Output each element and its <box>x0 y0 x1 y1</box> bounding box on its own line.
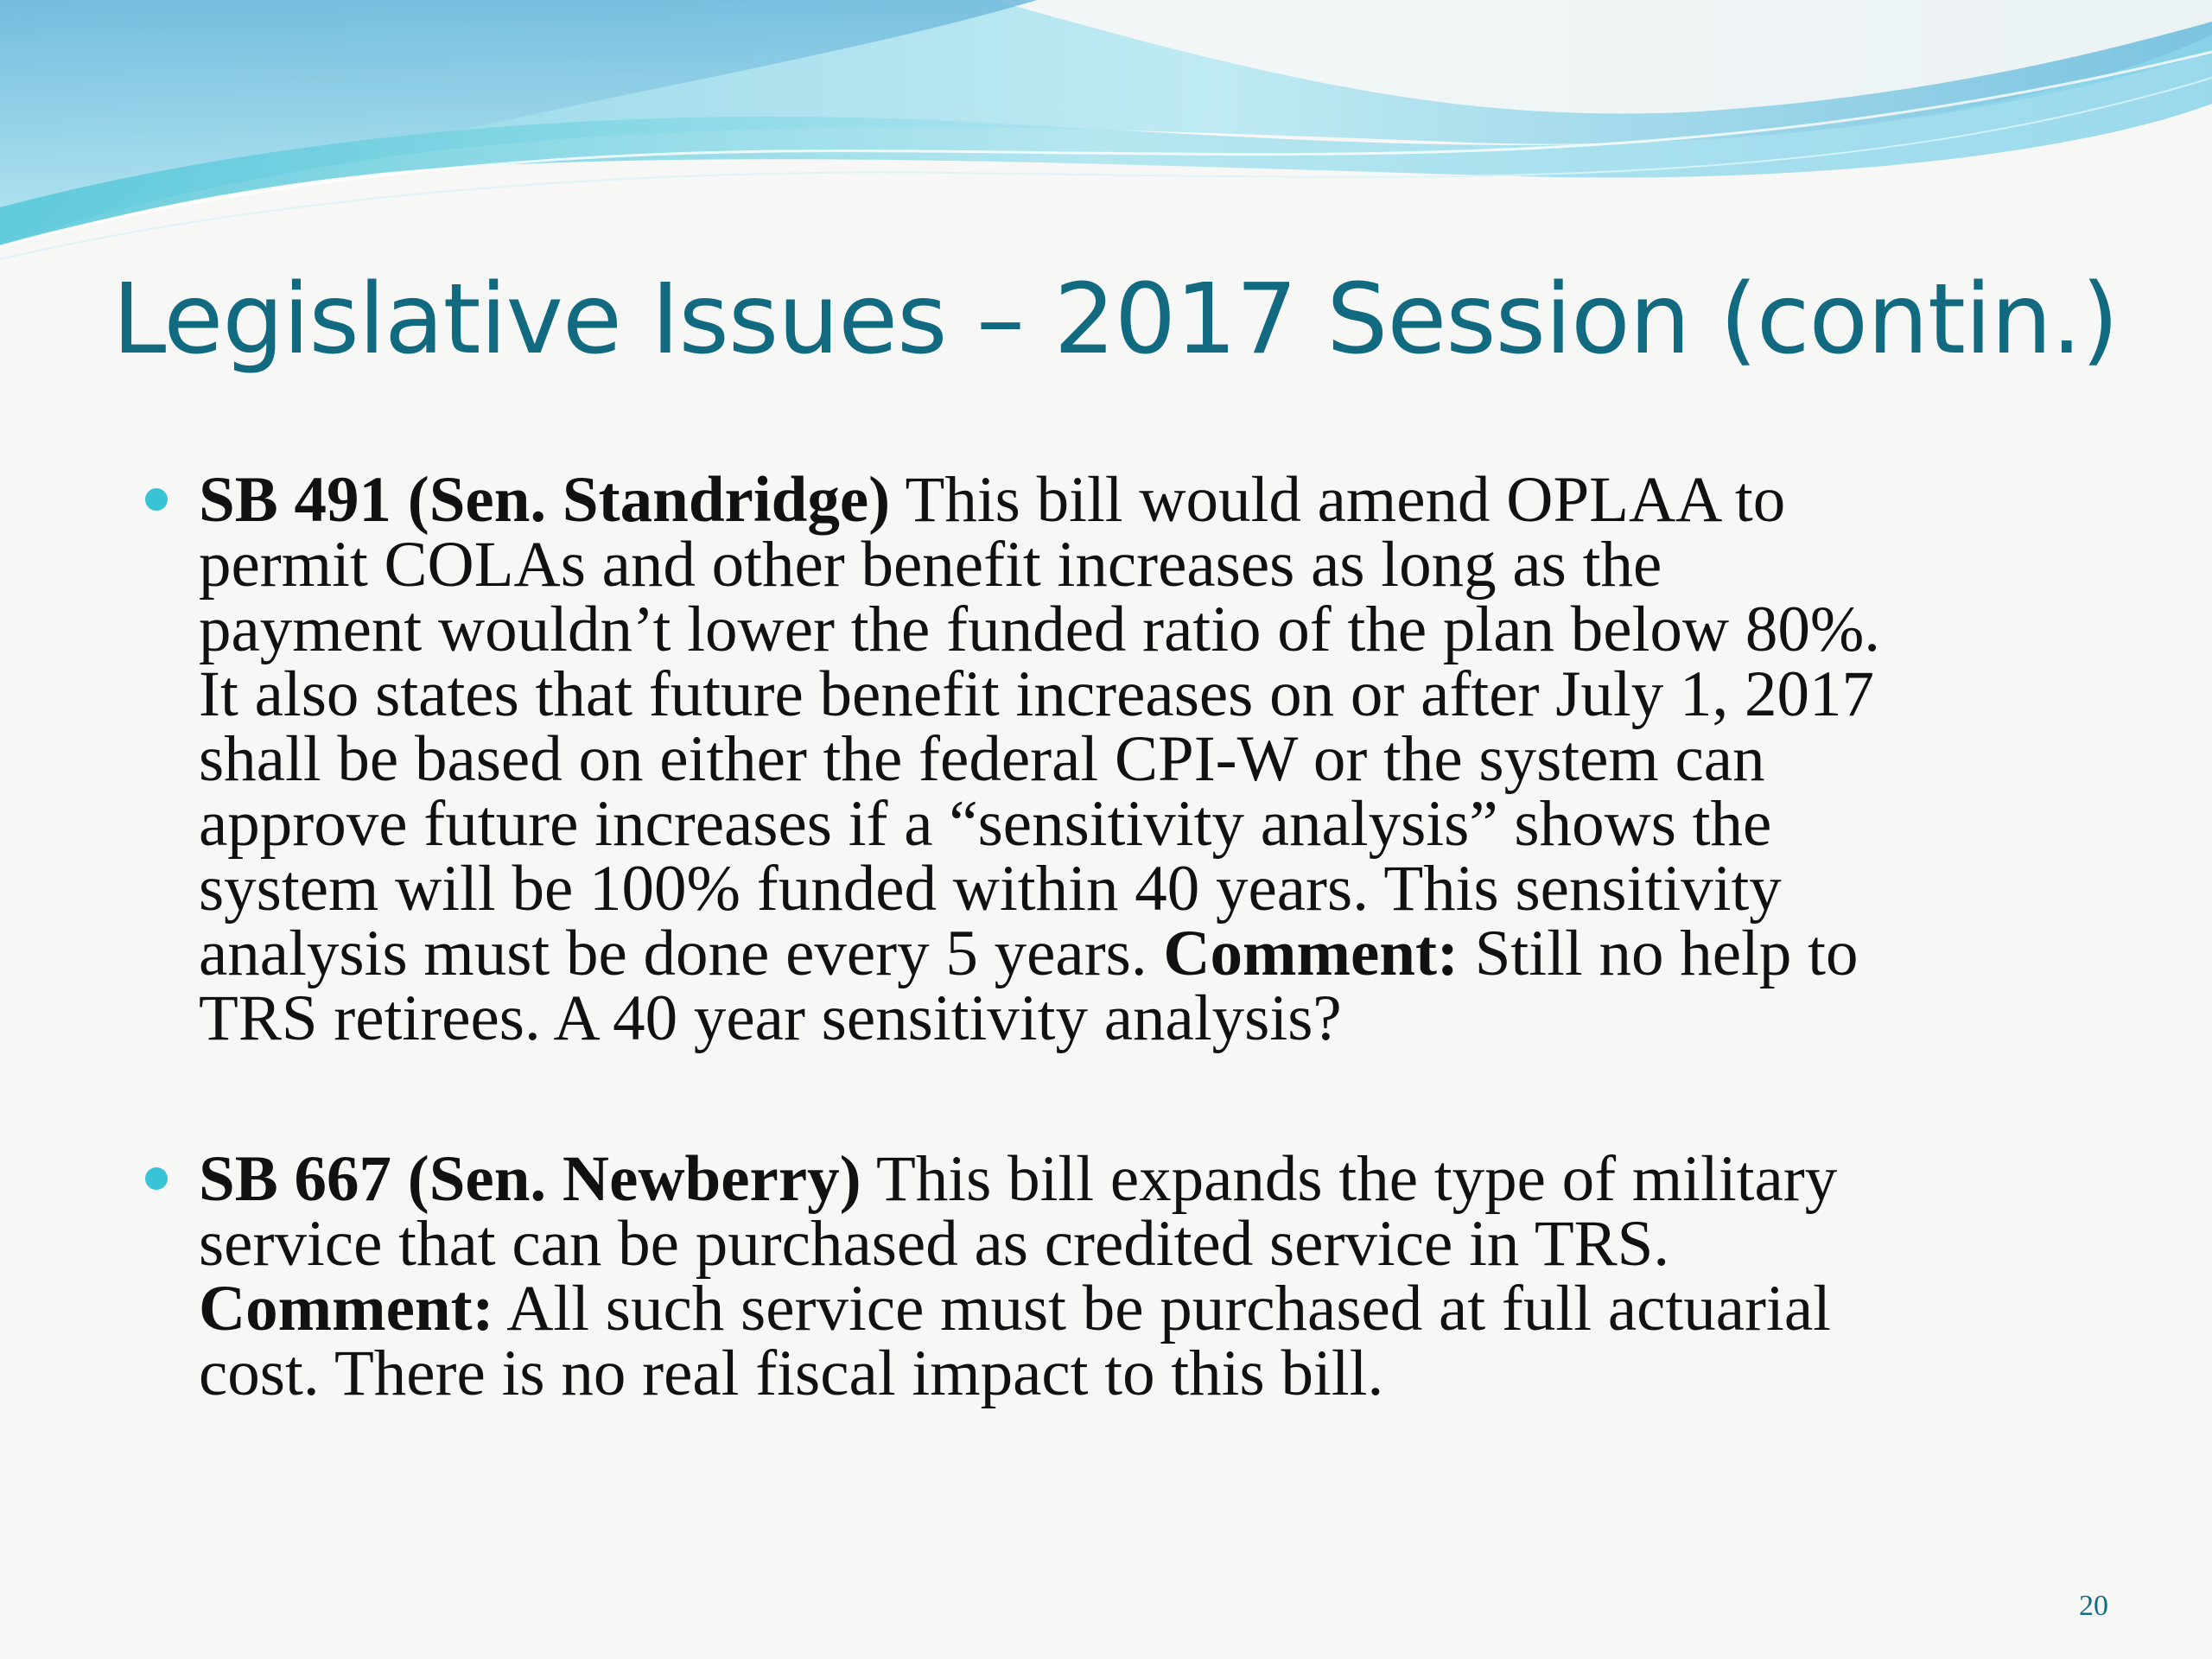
text-line: cost. There is no real fiscal impact to this bill. <box>199 1338 1384 1409</box>
bullet-dot-icon <box>145 488 168 511</box>
text-line: analysis must be done every 5 years. Comment: Still no help to <box>199 918 1859 989</box>
text-line: approve future increases if a “sensitivity analysis” shows the <box>199 788 1772 860</box>
slide-title: Legislative Issues – 2017 Session (contin.) <box>112 264 2119 376</box>
text-line: shall be based on either the federal CPI-W or the system can <box>199 723 1765 795</box>
text-line: SB 491 (Sen. Standridge) This bill would amend OPLAA to <box>199 464 1786 536</box>
text-line: TRS retirees. A 40 year sensitivity analysis? <box>199 982 1342 1054</box>
text-line: service that can be purchased as credited service in TRS. <box>199 1208 1670 1280</box>
text-line: permit COLAs and other benefit increases as long as the <box>199 529 1662 601</box>
text-line: SB 667 (Sen. Newberry) This bill expands the type of military <box>199 1143 1838 1215</box>
text-line: payment wouldn’t lower the funded ratio of the plan below 80%. <box>199 594 1881 665</box>
page-number: 20 <box>2079 1590 2108 1622</box>
header-wave-decoration <box>0 0 2212 276</box>
comment-label: Comment: <box>1163 918 1459 989</box>
text-line: system will be 100% funded within 40 years. This sensitivity <box>199 853 1782 925</box>
bullet-item-sb-667 <box>199 1143 2082 1409</box>
text-line: Comment: All such service must be purchased at full actuarial <box>199 1273 1831 1344</box>
bullet-item-sb-491 <box>199 464 2082 1054</box>
bill-heading: SB 667 (Sen. Newberry) <box>199 1143 861 1215</box>
comment-label: Comment: <box>199 1273 494 1344</box>
bullet-dot-icon <box>145 1167 168 1190</box>
bill-heading: SB 491 (Sen. Standridge) <box>199 464 891 536</box>
text-line: It also states that future benefit increases on or after July 1, 2017 <box>199 658 1874 730</box>
